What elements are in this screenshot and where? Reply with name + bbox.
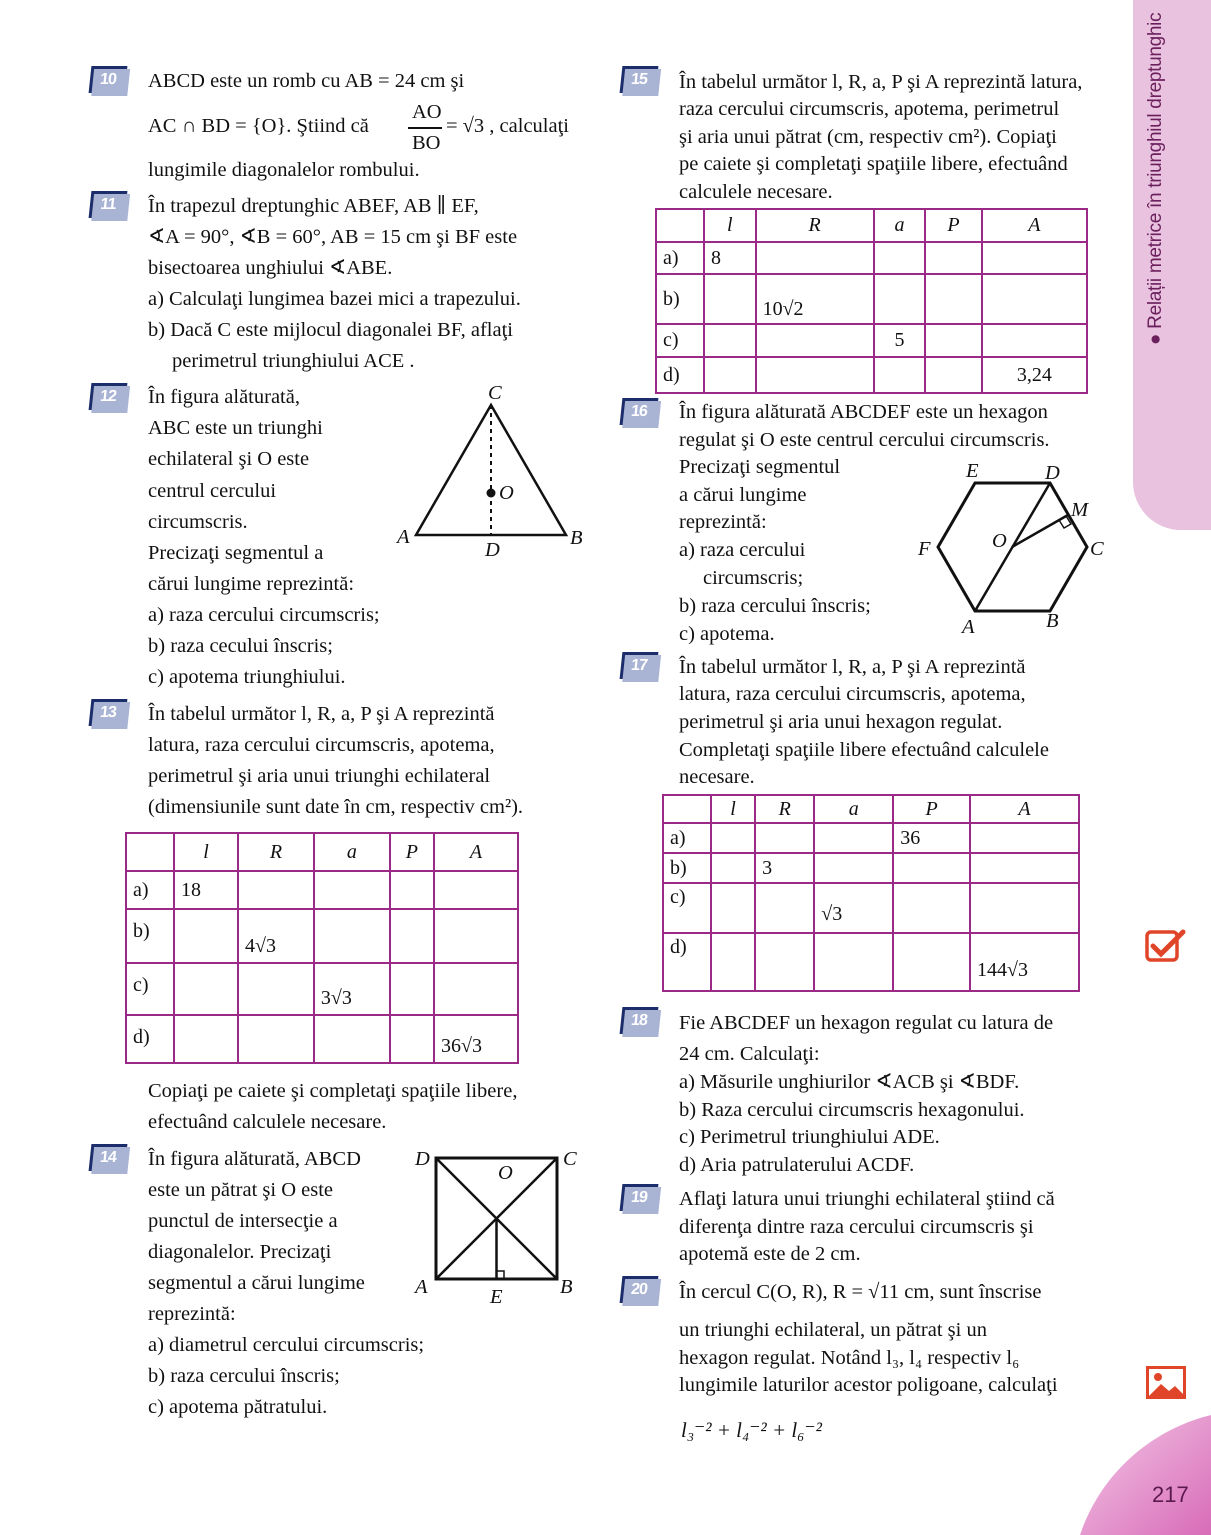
fig12-label-b: B bbox=[570, 527, 583, 549]
header-cell: R bbox=[238, 833, 314, 871]
exercise-number-20: 20 bbox=[620, 1276, 659, 1303]
e15-line-4: pe caiete şi completaţi spaţiile libere, efectuând bbox=[679, 153, 1068, 175]
fig16-label-d: D bbox=[1045, 462, 1060, 484]
e12-line-6: Precizaţi segmentul a bbox=[148, 542, 324, 564]
table-cell bbox=[390, 909, 434, 963]
e12-line-10: c) apotema triunghiului. bbox=[148, 666, 346, 688]
table-cell: √3 bbox=[814, 883, 893, 933]
e11-line-1: În trapezul dreptunghic ABEF, AB ∥ EF, bbox=[148, 195, 479, 217]
header-cell: R bbox=[756, 209, 874, 242]
table-cell bbox=[925, 357, 981, 393]
e11-line-4: a) Calculaţi lungimea bazei mici a trapezului. bbox=[148, 288, 521, 310]
e16-line-2: regulat şi O este centrul cercului circumscris. bbox=[679, 429, 1050, 451]
e16-line-3: Precizaţi segmentul bbox=[679, 456, 841, 478]
e15-line-3: şi aria unui pătrat (cm, respectiv cm²). Copiaţi bbox=[679, 126, 1057, 148]
fig16-label-m: M bbox=[1071, 499, 1089, 521]
exercise-number-17: 17 bbox=[620, 652, 659, 679]
table-cell bbox=[925, 274, 981, 324]
e14-line-6: reprezintă: bbox=[148, 1303, 236, 1325]
fig12-label-c: C bbox=[488, 382, 502, 404]
table-cell: 144√3 bbox=[970, 933, 1079, 991]
header-cell: l bbox=[704, 209, 756, 242]
row-label: a) bbox=[656, 242, 704, 274]
table-cell bbox=[814, 823, 893, 853]
exercise-number-14: 14 bbox=[89, 1144, 128, 1171]
e13-line-3: perimetrul şi aria unui triunghi echilateral bbox=[148, 765, 491, 787]
e12-line-7: cărui lungime reprezintă: bbox=[148, 573, 355, 595]
table-cell: 8 bbox=[704, 242, 756, 274]
table-cell bbox=[390, 1015, 434, 1063]
e12-line-4: centrul cercului bbox=[148, 480, 277, 502]
table-cell bbox=[434, 909, 518, 963]
e13-line-2: latura, raza cercului circumscris, apotema, bbox=[148, 734, 495, 756]
e14-line-7: a) diametrul cercului circumscris; bbox=[148, 1334, 425, 1356]
e12-line-3: echilateral şi O este bbox=[148, 448, 310, 470]
e12-line-1: În figura alăturată, bbox=[148, 386, 300, 408]
table-cell bbox=[755, 883, 814, 933]
row-label: d) bbox=[126, 1015, 174, 1063]
table-cell bbox=[756, 357, 874, 393]
table-cell bbox=[982, 274, 1087, 324]
table-cell bbox=[314, 909, 390, 963]
table-cell bbox=[711, 883, 755, 933]
header-cell bbox=[126, 833, 174, 871]
table-cell bbox=[174, 909, 238, 963]
table-cell: 3√3 bbox=[314, 963, 390, 1015]
e12-line-8: a) raza cercului circumscris; bbox=[148, 604, 380, 626]
e19-line-1: Aflaţi latura unui triunghi echilateral ştiind că bbox=[679, 1188, 1055, 1210]
table-cell bbox=[982, 242, 1087, 274]
fig14-label-b: B bbox=[560, 1276, 573, 1298]
header-cell: A bbox=[434, 833, 518, 871]
e14-line-3: punctul de intersecţie a bbox=[148, 1210, 338, 1232]
table-cell bbox=[893, 933, 970, 991]
e11-line-6: perimetrul triunghiului ACE . bbox=[172, 350, 415, 372]
fig12-label-a: A bbox=[397, 526, 410, 548]
e18-line-3: a) Măsurile unghiurilor ∢ACB şi ∢BDF. bbox=[679, 1071, 1020, 1093]
table-cell bbox=[814, 933, 893, 991]
table-cell bbox=[925, 324, 981, 357]
e14-line-8: b) raza cercului înscris; bbox=[148, 1365, 340, 1387]
row-label: c) bbox=[656, 324, 704, 357]
triangle-figure bbox=[390, 378, 620, 563]
image-icon bbox=[1145, 1365, 1187, 1401]
fraction-bar bbox=[408, 127, 442, 129]
header-cell: P bbox=[390, 833, 434, 871]
e16-line-9: c) apotema. bbox=[679, 623, 775, 645]
table-cell bbox=[704, 274, 756, 324]
e20-line-3: hexagon regulat. Notând l₃, l₄ respectiv l₆ bbox=[679, 1347, 1020, 1369]
e14-line-4: diagonalelor. Precizaţi bbox=[148, 1241, 332, 1263]
e10-line-2b: = √3 , calculaţi bbox=[446, 115, 569, 137]
page-number: 217 bbox=[1152, 1482, 1189, 1507]
table-cell bbox=[314, 1015, 390, 1063]
table-cell bbox=[434, 963, 518, 1015]
table-cell bbox=[238, 871, 314, 909]
row-label: a) bbox=[126, 871, 174, 909]
table-cell bbox=[238, 963, 314, 1015]
e16-line-6: a) raza cercului bbox=[679, 539, 806, 561]
e17-line-5: necesare. bbox=[679, 766, 755, 788]
fig12-label-o: O bbox=[499, 482, 514, 504]
e10-line-2a: AC ∩ BD = {O}. Ştiind că bbox=[148, 115, 369, 137]
e13-table bbox=[125, 832, 519, 1064]
e17-line-1: În tabelul următor l, R, a, P şi A reprezintă bbox=[679, 656, 1026, 678]
exercise-number-11: 11 bbox=[89, 191, 128, 218]
fig12-label-d: D bbox=[485, 539, 500, 561]
table-cell: 18 bbox=[174, 871, 238, 909]
e10-line-1: ABCD este un romb cu AB = 24 cm şi bbox=[148, 70, 465, 92]
e11-line-3: bisectoarea unghiului ∢ABE. bbox=[148, 257, 393, 279]
exercise-number-12: 12 bbox=[89, 383, 128, 410]
header-cell: P bbox=[925, 209, 981, 242]
e17-table bbox=[662, 794, 1080, 992]
table-cell bbox=[874, 357, 926, 393]
table-cell: 5 bbox=[874, 324, 926, 357]
header-cell: a bbox=[314, 833, 390, 871]
table-cell bbox=[970, 883, 1079, 933]
e10-frac-den: BO bbox=[412, 132, 441, 154]
fig16-label-b: B bbox=[1046, 610, 1059, 632]
fig16-label-e: E bbox=[966, 460, 979, 482]
fig14-label-e: E bbox=[490, 1286, 503, 1308]
table-cell bbox=[756, 324, 874, 357]
table-cell: 36 bbox=[893, 823, 970, 853]
e14-line-1: În figura alăturată, ABCD bbox=[148, 1148, 361, 1170]
table-cell bbox=[755, 823, 814, 853]
header-cell bbox=[663, 795, 711, 823]
e16-line-7: circumscris; bbox=[703, 567, 804, 589]
row-label: c) bbox=[663, 883, 711, 933]
e18-line-6: d) Aria patrulaterului ACDF. bbox=[679, 1154, 915, 1176]
exercise-number-18: 18 bbox=[620, 1007, 659, 1034]
e18-line-5: c) Perimetrul triunghiului ADE. bbox=[679, 1126, 940, 1148]
table-cell bbox=[711, 823, 755, 853]
exercise-number-15: 15 bbox=[620, 66, 659, 93]
table-cell bbox=[174, 1015, 238, 1063]
row-label: d) bbox=[663, 933, 711, 991]
hexagon-figure bbox=[925, 470, 1095, 620]
e15-table bbox=[655, 208, 1088, 394]
table-cell bbox=[874, 274, 926, 324]
e14-line-2: este un pătrat şi O este bbox=[148, 1179, 334, 1201]
table-cell bbox=[704, 357, 756, 393]
e13-line-4: (dimensiunile sunt date în cm, respectiv cm²). bbox=[148, 796, 524, 818]
e20-line-2: un triunghi echilateral, un pătrat şi un bbox=[679, 1319, 987, 1341]
e19-line-3: apotemă este de 2 cm. bbox=[679, 1243, 861, 1265]
e14-line-9: c) apotema pătratului. bbox=[148, 1396, 328, 1418]
e13-after-2: efectuând calculele necesare. bbox=[148, 1111, 387, 1133]
fig16-label-c: C bbox=[1090, 538, 1104, 560]
fig14-label-c: C bbox=[563, 1148, 577, 1170]
e12-line-5: circumscris. bbox=[148, 511, 248, 533]
e12-line-9: b) raza cecului înscris; bbox=[148, 635, 333, 657]
table-cell: 36√3 bbox=[434, 1015, 518, 1063]
table-cell bbox=[711, 853, 755, 883]
checkbox-check-icon bbox=[1145, 928, 1187, 964]
e20-formula: l₃⁻² + l₄⁻² + l₆⁻² bbox=[681, 1418, 822, 1442]
e18-line-1: Fie ABCDEF un hexagon regulat cu latura de bbox=[679, 1012, 1054, 1034]
e16-line-8: b) raza cercului înscris; bbox=[679, 595, 871, 617]
e17-line-3: perimetrul şi aria unui hexagon regulat. bbox=[679, 711, 1003, 733]
header-cell: l bbox=[174, 833, 238, 871]
table-cell bbox=[970, 823, 1079, 853]
e18-line-4: b) Raza cercului circumscris hexagonului. bbox=[679, 1099, 1025, 1121]
e15-line-5: calculele necesare. bbox=[679, 181, 833, 203]
exercise-number-19: 19 bbox=[620, 1184, 659, 1211]
corner-decoration bbox=[1080, 1415, 1211, 1535]
header-cell: A bbox=[970, 795, 1079, 823]
fig16-label-f: F bbox=[918, 538, 931, 560]
table-cell bbox=[982, 324, 1087, 357]
row-label: b) bbox=[656, 274, 704, 324]
table-cell bbox=[874, 242, 926, 274]
fig16-label-a: A bbox=[962, 616, 975, 638]
fig14-label-d: D bbox=[415, 1148, 430, 1170]
e10-line-3: lungimile diagonalelor rombului. bbox=[148, 159, 420, 181]
table-cell: 3 bbox=[755, 853, 814, 883]
row-label: d) bbox=[656, 357, 704, 393]
e16-line-4: a cărui lungime bbox=[679, 484, 807, 506]
table-cell bbox=[893, 883, 970, 933]
table-cell bbox=[893, 853, 970, 883]
table-cell bbox=[434, 871, 518, 909]
table-cell: 10√2 bbox=[756, 274, 874, 324]
exercise-number-13: 13 bbox=[89, 699, 128, 726]
table-cell bbox=[390, 871, 434, 909]
header-cell: A bbox=[982, 209, 1087, 242]
e19-line-2: diferenţa dintre raza cercului circumscris şi bbox=[679, 1216, 1034, 1238]
header-cell: P bbox=[893, 795, 970, 823]
header-cell bbox=[656, 209, 704, 242]
e13-after-1: Copiaţi pe caiete şi completaţi spaţiile libere, bbox=[148, 1080, 518, 1102]
table-cell bbox=[704, 324, 756, 357]
table-cell bbox=[814, 853, 893, 883]
table-cell bbox=[238, 1015, 314, 1063]
header-cell: a bbox=[814, 795, 893, 823]
row-label: b) bbox=[126, 909, 174, 963]
e20-line-1: În cercul C(O, R), R = √11 cm, sunt înscrise bbox=[679, 1281, 1042, 1303]
header-cell: a bbox=[874, 209, 926, 242]
e16-line-5: reprezintă: bbox=[679, 511, 767, 533]
e11-line-5: b) Dacă C este mijlocul diagonalei BF, aflaţi bbox=[148, 319, 513, 341]
e12-line-2: ABC este un triunghi bbox=[148, 417, 323, 439]
row-label: a) bbox=[663, 823, 711, 853]
header-cell: R bbox=[755, 795, 814, 823]
exercise-number-10: 10 bbox=[89, 66, 128, 93]
table-cell bbox=[174, 963, 238, 1015]
table-cell bbox=[970, 853, 1079, 883]
e17-line-2: latura, raza cercului circumscris, apotema, bbox=[679, 683, 1026, 705]
e18-line-2: 24 cm. Calculaţi: bbox=[679, 1043, 820, 1065]
table-cell: 3,24 bbox=[982, 357, 1087, 393]
table-cell: 4√3 bbox=[238, 909, 314, 963]
e16-line-1: În figura alăturată ABCDEF este un hexagon bbox=[679, 401, 1048, 423]
row-label: b) bbox=[663, 853, 711, 883]
table-cell bbox=[314, 871, 390, 909]
e13-line-1: În tabelul următor l, R, a, P şi A reprezintă bbox=[148, 703, 495, 725]
fig16-label-o: O bbox=[992, 530, 1007, 552]
e11-line-2: ∢A = 90°, ∢B = 60°, AB = 15 cm şi BF este bbox=[148, 226, 518, 248]
table-cell bbox=[756, 242, 874, 274]
fig14-label-a: A bbox=[415, 1276, 428, 1298]
e15-line-2: raza cercului circumscris, apotema, perimetrul bbox=[679, 98, 1060, 120]
side-tab-title: ● Relații metrice în triunghiul dreptunghic bbox=[1145, 12, 1166, 345]
e14-line-5: segmentul a cărui lungime bbox=[148, 1272, 365, 1294]
e17-line-4: Completaţi spaţiile libere efectuând calculele bbox=[679, 739, 1049, 761]
table-cell bbox=[711, 933, 755, 991]
e15-line-1: În tabelul următor l, R, a, P şi A reprezintă latura, bbox=[679, 71, 1083, 93]
exercise-number-16: 16 bbox=[620, 398, 659, 425]
table-cell bbox=[755, 933, 814, 991]
e10-frac-num: AO bbox=[412, 101, 442, 123]
header-cell: l bbox=[711, 795, 755, 823]
table-cell bbox=[390, 963, 434, 1015]
fig14-label-o: O bbox=[498, 1162, 513, 1184]
table-cell bbox=[925, 242, 981, 274]
row-label: c) bbox=[126, 963, 174, 1015]
e20-line-4: lungimile laturilor acestor poligoane, calculaţi bbox=[679, 1374, 1058, 1396]
